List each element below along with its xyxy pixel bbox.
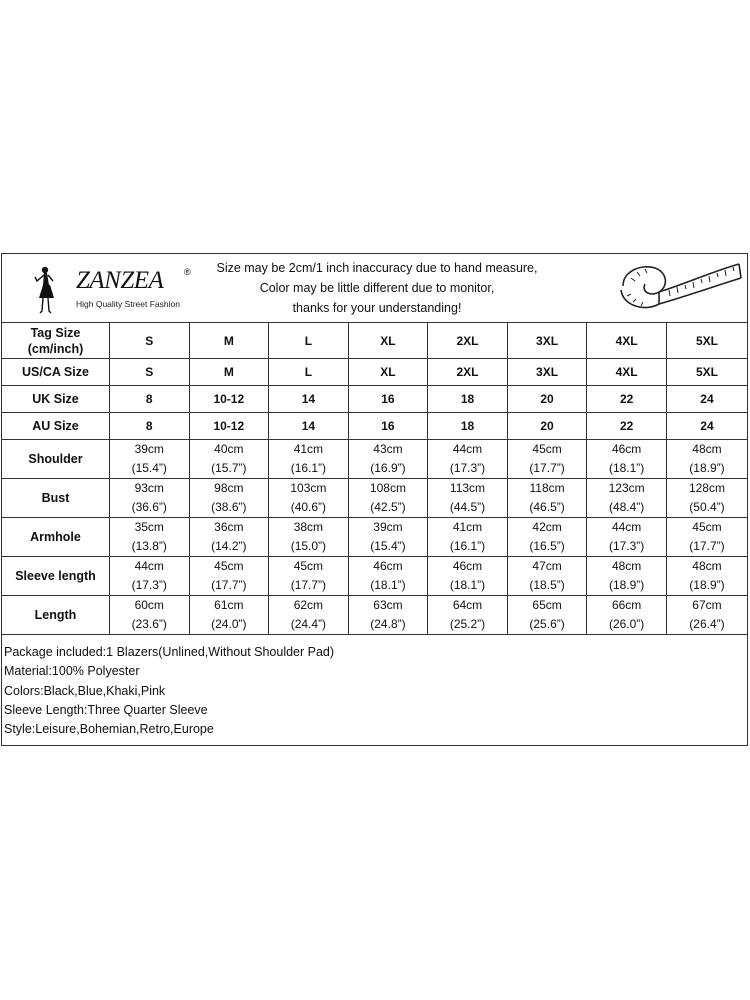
measure-cell xyxy=(348,479,428,518)
cm-value: 36cm xyxy=(214,520,244,534)
cm-value: 39cm xyxy=(134,442,164,456)
inch-value: (17.7”) xyxy=(689,539,725,553)
cm-value: 98cm xyxy=(214,481,244,495)
inch-value: (25.6”) xyxy=(529,617,565,631)
measure-cell xyxy=(189,518,269,557)
measure-cell xyxy=(666,440,747,479)
info-line: Package included:1 Blazers(Unlined,Without Shoulder Pad) xyxy=(4,645,335,659)
cm-value: 123cm xyxy=(608,481,645,495)
info-line: Material:100% Polyester xyxy=(4,664,140,679)
cm-value: 61cm xyxy=(214,598,244,612)
cm-value: 41cm xyxy=(452,520,483,534)
size-cell: 3XL xyxy=(507,323,587,359)
inch-value: (26.4”) xyxy=(689,617,725,631)
measure-cell xyxy=(428,596,508,635)
measure-cell xyxy=(348,596,428,635)
cm-value: 41cm xyxy=(293,442,324,456)
size-cell: 2XL xyxy=(428,323,508,359)
table-row xyxy=(2,386,747,413)
measure-cell xyxy=(348,440,428,479)
cm-value: 48cm xyxy=(692,442,722,456)
cm-value: 48cm xyxy=(611,559,642,573)
size-cell: 18 xyxy=(428,386,508,413)
size-cell: S xyxy=(109,323,189,359)
size-cell: L xyxy=(269,359,349,386)
row-label-line: (cm/inch) xyxy=(27,341,84,356)
measure-cell xyxy=(269,479,349,518)
measure-cell xyxy=(507,518,587,557)
notice-line: Color may be little different due to monitor, xyxy=(259,281,495,295)
cm-value: 45cm xyxy=(532,442,562,456)
cm-value: 45cm xyxy=(293,559,324,573)
table-row xyxy=(2,479,747,518)
brand-logo xyxy=(24,261,191,317)
measure-cell xyxy=(109,479,189,518)
cm-value: 38cm xyxy=(293,520,324,534)
cm-value: 48cm xyxy=(692,559,722,573)
size-cell: XL xyxy=(348,359,428,386)
cm-value: 45cm xyxy=(692,520,722,534)
cm-value: 47cm xyxy=(532,559,562,573)
cm-value: 44cm xyxy=(452,442,483,456)
inch-value: (15.7”) xyxy=(211,461,247,475)
inch-value: (24.4”) xyxy=(290,617,327,631)
size-cell: 20 xyxy=(507,413,587,440)
cm-value: 42cm xyxy=(532,520,562,534)
cm-value: 65cm xyxy=(532,598,562,612)
measure-cell xyxy=(428,440,508,479)
measure-cell xyxy=(189,479,269,518)
size-cell: 22 xyxy=(587,413,667,440)
measure-cell xyxy=(587,518,667,557)
size-cell: 18 xyxy=(428,413,508,440)
size-cell: 5XL xyxy=(666,323,747,359)
size-cell: 2XL xyxy=(428,359,508,386)
cm-value: 35cm xyxy=(134,520,164,534)
inch-value: (18.1”) xyxy=(608,461,645,475)
measure-cell xyxy=(587,557,667,596)
size-cell: 20 xyxy=(507,386,587,413)
inch-value: (38.6”) xyxy=(211,500,247,514)
cm-value: 93cm xyxy=(134,481,164,495)
brand-tagline: High Quality Street Fashion xyxy=(76,299,180,309)
measurement-notice xyxy=(182,258,572,318)
size-cell: 14 xyxy=(269,386,349,413)
size-cell: 8 xyxy=(109,413,189,440)
inch-value: (16.1”) xyxy=(290,461,327,475)
row-label xyxy=(2,323,109,359)
cm-value: 63cm xyxy=(373,598,403,612)
measure-cell xyxy=(507,440,587,479)
table-row xyxy=(2,596,747,635)
table-row xyxy=(2,323,747,359)
table-row xyxy=(2,440,747,479)
inch-value: (15.4”) xyxy=(370,539,406,553)
info-line: Style:Leisure,Bohemian,Retro,Europe xyxy=(4,722,214,737)
measure-cell xyxy=(189,596,269,635)
measure-cell xyxy=(109,440,189,479)
cm-value: 67cm xyxy=(692,598,722,612)
size-cell: 24 xyxy=(666,386,747,413)
cm-value: 46cm xyxy=(373,559,403,573)
size-cell: XL xyxy=(348,323,428,359)
inch-value: (40.6”) xyxy=(290,500,327,514)
cm-value: 60cm xyxy=(134,598,164,612)
inch-value: (15.4”) xyxy=(131,461,167,475)
measure-cell xyxy=(189,440,269,479)
size-cell: M xyxy=(189,323,269,359)
row-label: US/CA Size xyxy=(2,359,109,386)
inch-value: (15.0”) xyxy=(290,539,327,553)
cm-value: 44cm xyxy=(611,520,642,534)
inch-value: (18.1”) xyxy=(370,578,406,592)
fashion-figure-icon xyxy=(30,265,58,315)
inch-value: (17.7”) xyxy=(211,578,247,592)
inch-value: (44.5”) xyxy=(449,500,486,514)
chart-header xyxy=(2,254,747,323)
inch-value: (17.3”) xyxy=(608,539,645,553)
measure-cell xyxy=(269,518,349,557)
inch-value: (46.5”) xyxy=(529,500,565,514)
measure-cell xyxy=(666,518,747,557)
cm-value: 118cm xyxy=(529,481,565,495)
measure-cell xyxy=(269,440,349,479)
product-info xyxy=(2,640,747,742)
row-label: Bust xyxy=(2,479,109,518)
size-cell: 3XL xyxy=(507,359,587,386)
inch-value: (26.0”) xyxy=(608,617,645,631)
inch-value: (23.6”) xyxy=(131,617,167,631)
measure-cell xyxy=(348,557,428,596)
measure-cell xyxy=(507,479,587,518)
inch-value: (25.2”) xyxy=(449,617,486,631)
size-cell: L xyxy=(269,323,349,359)
size-cell: 24 xyxy=(666,413,747,440)
size-cell: 22 xyxy=(587,386,667,413)
cm-value: 39cm xyxy=(373,520,403,534)
table-row xyxy=(2,359,747,386)
inch-value: (17.3”) xyxy=(131,578,167,592)
measure-cell xyxy=(666,479,747,518)
cm-value: 108cm xyxy=(369,481,406,495)
measure-cell xyxy=(666,596,747,635)
inch-value: (18.9”) xyxy=(689,578,725,592)
size-cell: 16 xyxy=(348,413,428,440)
measure-cell xyxy=(428,479,508,518)
inch-value: (36.6”) xyxy=(131,500,167,514)
inch-value: (18.9”) xyxy=(608,578,645,592)
cm-value: 46cm xyxy=(611,442,642,456)
cm-value: 103cm xyxy=(290,481,327,495)
size-cell: 5XL xyxy=(666,359,747,386)
cm-value: 46cm xyxy=(452,559,483,573)
measure-cell xyxy=(269,557,349,596)
measure-cell xyxy=(109,518,189,557)
inch-value: (16.5”) xyxy=(529,539,565,553)
inch-value: (42.5”) xyxy=(370,500,406,514)
cm-value: 66cm xyxy=(611,598,642,612)
inch-value: (48.4”) xyxy=(608,500,645,514)
cm-value: 40cm xyxy=(214,442,244,456)
inch-value: (50.4”) xyxy=(689,500,725,514)
size-cell: M xyxy=(189,359,269,386)
row-label: Armhole xyxy=(2,518,109,557)
row-label: Sleeve length xyxy=(2,557,109,596)
size-cell: 4XL xyxy=(587,323,667,359)
measure-cell xyxy=(666,557,747,596)
table-row xyxy=(2,557,747,596)
size-table xyxy=(2,322,747,635)
size-cell: 10-12 xyxy=(189,386,269,413)
size-cell: 16 xyxy=(348,386,428,413)
row-label: Shoulder xyxy=(2,440,109,479)
row-label: AU Size xyxy=(2,413,109,440)
measure-cell xyxy=(109,557,189,596)
inch-value: (16.9”) xyxy=(370,461,406,475)
cm-value: 44cm xyxy=(134,559,164,573)
size-cell: 8 xyxy=(109,386,189,413)
notice-line: Size may be 2cm/1 inch inaccuracy due to hand measure, xyxy=(216,261,538,275)
table-row xyxy=(2,518,747,557)
measure-cell xyxy=(189,557,269,596)
table-row xyxy=(2,413,747,440)
measure-cell xyxy=(348,518,428,557)
size-cell: S xyxy=(109,359,189,386)
inch-value: (18.9”) xyxy=(689,461,725,475)
size-cell: 14 xyxy=(269,413,349,440)
row-label: Length xyxy=(2,596,109,635)
measure-cell xyxy=(507,557,587,596)
size-cell: 4XL xyxy=(587,359,667,386)
inch-value: (18.1”) xyxy=(449,578,486,592)
brand-name: ZANZEA xyxy=(76,267,164,294)
measure-cell xyxy=(428,557,508,596)
row-label-line: Tag Size xyxy=(30,325,81,340)
measuring-tape-icon xyxy=(615,256,745,320)
inch-value: (17.3”) xyxy=(449,461,486,475)
cm-value: 64cm xyxy=(452,598,483,612)
inch-value: (24.0”) xyxy=(211,617,247,631)
measure-cell xyxy=(269,596,349,635)
registered-mark: ® xyxy=(184,267,191,277)
size-chart xyxy=(1,253,748,746)
inch-value: (17.7”) xyxy=(529,461,565,475)
inch-value: (14.2”) xyxy=(211,539,247,553)
size-cell: 10-12 xyxy=(189,413,269,440)
cm-value: 62cm xyxy=(293,598,324,612)
measure-cell xyxy=(587,440,667,479)
info-line: Sleeve Length:Three Quarter Sleeve xyxy=(4,702,208,717)
inch-value: (18.5”) xyxy=(529,578,565,592)
cm-value: 43cm xyxy=(373,442,403,456)
measure-cell xyxy=(587,479,667,518)
inch-value: (16.1”) xyxy=(449,539,486,553)
info-line: Colors:Black,Blue,Khaki,Pink xyxy=(4,683,166,698)
measure-cell xyxy=(507,596,587,635)
cm-value: 128cm xyxy=(688,481,725,495)
cm-value: 45cm xyxy=(214,559,244,573)
measure-cell xyxy=(428,518,508,557)
inch-value: (17.7”) xyxy=(290,578,327,592)
notice-line: thanks for your understanding! xyxy=(292,301,462,315)
cm-value: 113cm xyxy=(449,481,486,495)
inch-value: (24.8”) xyxy=(370,617,406,631)
measure-cell xyxy=(587,596,667,635)
measure-cell xyxy=(109,596,189,635)
inch-value: (13.8”) xyxy=(131,539,167,553)
row-label: UK Size xyxy=(2,386,109,413)
